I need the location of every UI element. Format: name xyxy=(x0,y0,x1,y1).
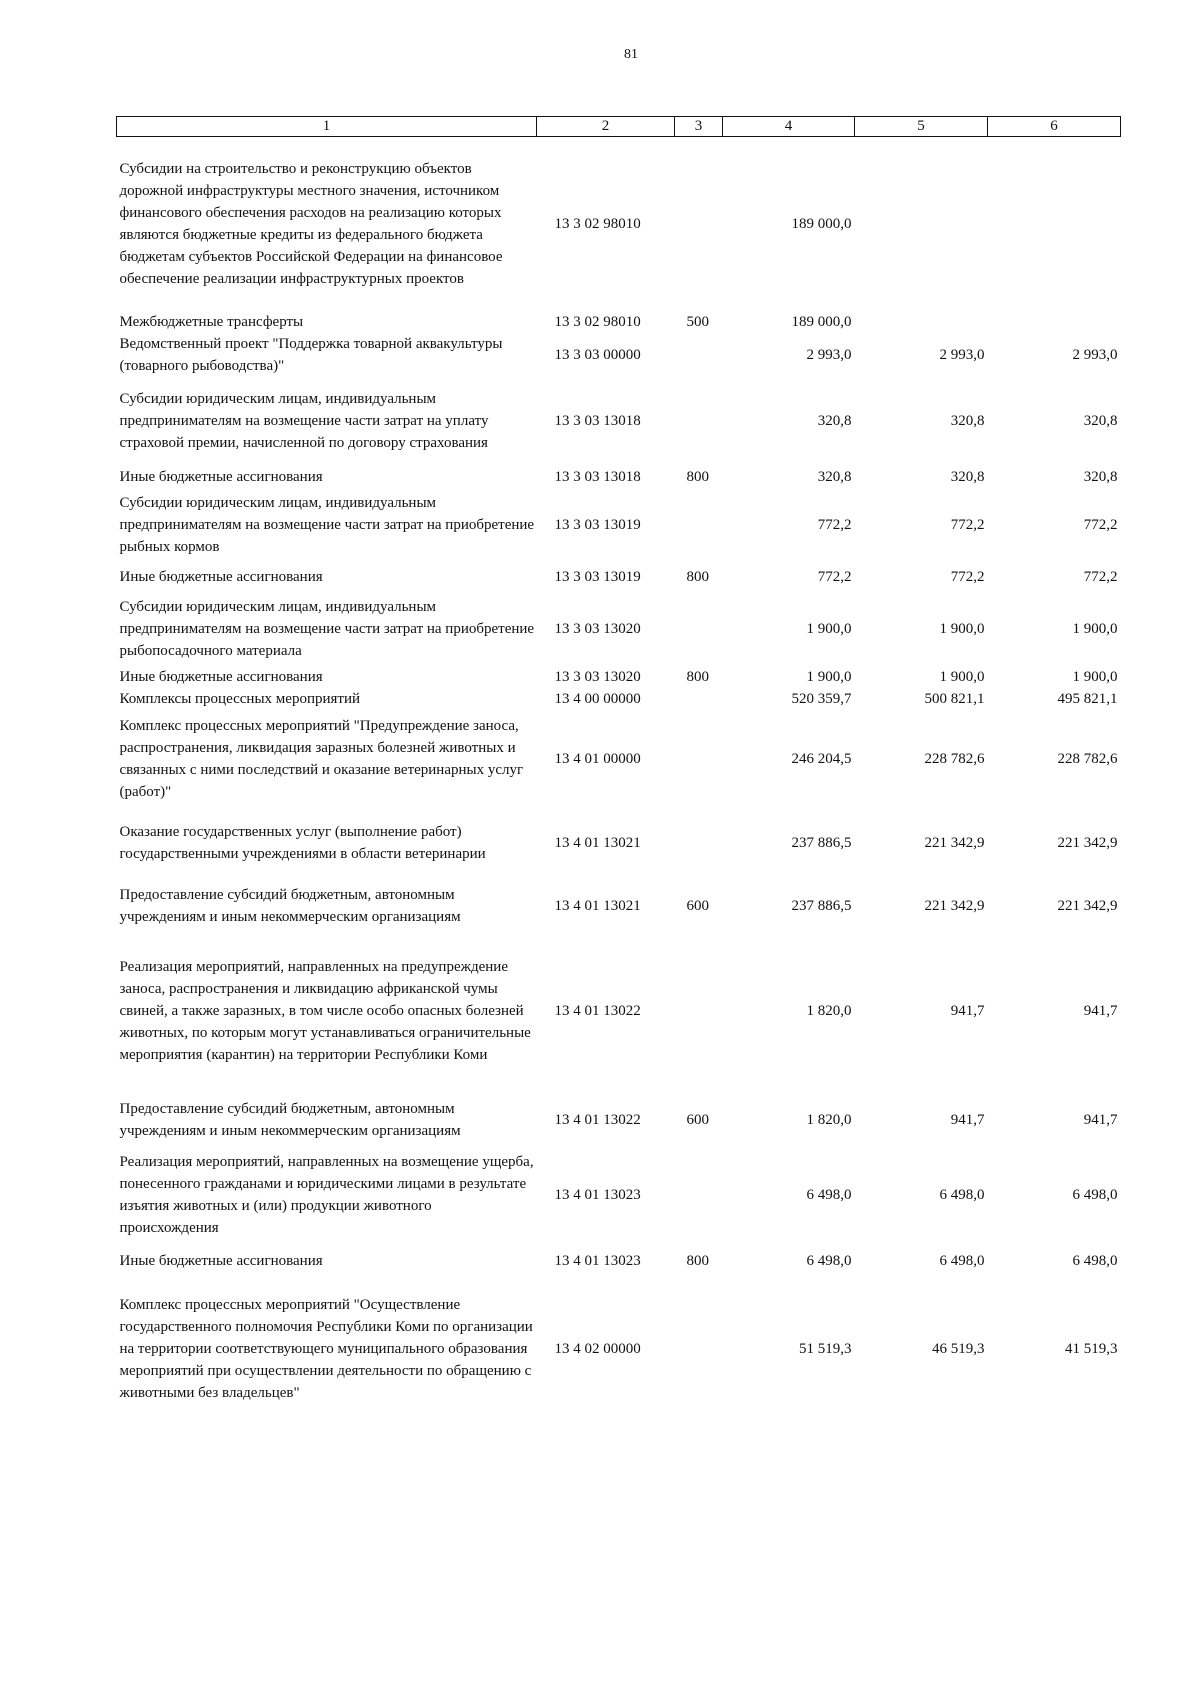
row-type-cell xyxy=(675,333,723,377)
row-name-cell: Комплекс процессных мероприятий "Осуществление государственного полномочия Республики Коми по организации на территории соответствующего муниципального образования мероприятий при осуществлении деятельности по обращению с животными без владельцев" xyxy=(119,1296,533,1401)
row-value-col4-cell: 189 000,0 xyxy=(791,313,852,330)
row-name-cell: Реализация мероприятий, направленных на предупреждение заноса, распространения и ликвидацию африканской чумы свиней, а также заразных, в том числе особо опасных болезней животных, по которым могут устанавливаться ограничительные мероприятия (карантин) на территории Республики Коми xyxy=(119,959,531,1063)
row-code-cell: 13 3 02 98010 xyxy=(554,215,641,232)
row-value-col4-cell: 772,2 xyxy=(817,568,852,585)
row-name-cell: Иные бюджетные ассигнования xyxy=(119,568,323,585)
row-code-cell: 13 4 01 13023 xyxy=(554,1186,641,1203)
row-type-cell xyxy=(675,808,723,878)
table-row xyxy=(117,333,1121,377)
row-value-col6-cell: 772,2 xyxy=(1083,568,1118,585)
row-name-cell: Иные бюджетные ассигнования xyxy=(119,1252,323,1269)
row-value-col5-cell: 941,7 xyxy=(950,1111,985,1128)
row-code-cell: 13 4 01 13023 xyxy=(554,1252,641,1269)
row-value-col6-cell: 6 498,0 xyxy=(1072,1186,1118,1203)
column-header-1: 1 xyxy=(117,117,537,137)
row-name-cell: Предоставление субсидий бюджетным, автономным учреждениям и иным некоммерческим организациям xyxy=(119,1100,461,1139)
row-code-cell: 13 4 00 00000 xyxy=(554,690,641,707)
table-row xyxy=(117,1283,1121,1415)
row-name-cell: Субсидии юридическим лицам, индивидуальным предпринимателям на возмещение части затрат на приобретение рыбных кормов xyxy=(119,494,535,555)
row-code-cell: 13 3 03 00000 xyxy=(554,346,641,363)
table-row xyxy=(117,688,1121,710)
row-value-col4-cell: 6 498,0 xyxy=(806,1252,852,1269)
row-value-col6-cell: 320,8 xyxy=(1083,468,1118,485)
row-value-col4-cell: 51 519,3 xyxy=(799,1340,852,1357)
row-value-col6-cell: 941,7 xyxy=(1083,1003,1118,1019)
row-type-cell xyxy=(675,710,723,808)
row-value-col5-cell: 500 821,1 xyxy=(924,690,985,707)
row-value-col4-cell: 1 900,0 xyxy=(806,620,852,637)
row-value-col5-cell: 941,7 xyxy=(950,1003,985,1019)
column-header-2: 2 xyxy=(537,117,675,137)
row-code-cell: 13 4 01 13021 xyxy=(554,834,641,851)
row-type-cell: 800 xyxy=(686,568,709,585)
table-row xyxy=(117,137,1121,311)
row-value-col6-cell: 320,8 xyxy=(1083,413,1118,429)
row-value-col6-cell: 772,2 xyxy=(1083,516,1118,533)
row-value-col6-cell: 2 993,0 xyxy=(1072,346,1118,363)
table-row xyxy=(117,562,1121,592)
row-name-cell: Ведомственный проект "Поддержка товарной аквакультуры (товарного рыбоводства)" xyxy=(119,335,503,374)
row-type-cell: 600 xyxy=(686,897,709,914)
table-row xyxy=(117,1151,1121,1239)
row-type-cell xyxy=(675,934,723,1089)
row-value-col5-cell xyxy=(855,311,988,333)
table-row xyxy=(117,466,1121,488)
row-value-col5-cell: 772,2 xyxy=(950,568,985,585)
row-type-cell xyxy=(675,377,723,466)
row-code-cell: 13 4 01 13022 xyxy=(554,1003,641,1019)
row-value-col4-cell: 237 886,5 xyxy=(791,897,852,914)
table-row xyxy=(117,666,1121,688)
row-type-cell: 500 xyxy=(686,313,709,330)
row-name-cell: Реализация мероприятий, направленных на возмещение ущерба, понесенного гражданами и юридическими лицами в результате изъятия животных и (или) продукции животного происхождения xyxy=(119,1153,534,1236)
row-value-col6-cell xyxy=(988,137,1121,311)
row-value-col4-cell: 1 820,0 xyxy=(806,1003,852,1019)
row-code-cell: 13 3 03 13020 xyxy=(554,668,641,685)
row-value-col6-cell: 1 900,0 xyxy=(1072,620,1118,637)
row-value-col5-cell: 2 993,0 xyxy=(939,346,985,363)
row-name-cell: Межбюджетные трансферты xyxy=(119,313,304,330)
row-value-col5-cell: 228 782,6 xyxy=(924,750,985,767)
row-value-col5-cell: 46 519,3 xyxy=(932,1340,985,1357)
row-type-cell xyxy=(675,137,723,311)
table-row xyxy=(117,592,1121,666)
row-value-col5-cell: 221 342,9 xyxy=(924,834,985,851)
row-code-cell: 13 3 03 13019 xyxy=(554,568,641,585)
table-row xyxy=(117,377,1121,466)
table-row xyxy=(117,1089,1121,1151)
row-code-cell: 13 4 01 00000 xyxy=(554,750,641,767)
row-name-cell: Субсидии на строительство и реконструкцию объектов дорожной инфраструктуры местного значения, источником финансового обеспечения расходов на реализацию которых являются бюджетные кредиты из федерального бюджета бюджетам субъектов Российской Федерации на финансовое обеспечение реализации инфраструктурных проектов xyxy=(119,160,503,287)
row-value-col4-cell: 246 204,5 xyxy=(791,750,852,767)
table-row xyxy=(117,710,1121,808)
row-value-col6-cell: 228 782,6 xyxy=(1057,750,1118,767)
row-code-cell: 13 3 03 13020 xyxy=(554,620,641,637)
row-name-cell: Иные бюджетные ассигнования xyxy=(119,468,323,485)
row-value-col4-cell: 1 820,0 xyxy=(806,1111,852,1128)
row-type-cell xyxy=(675,1151,723,1239)
row-code-cell: 13 3 03 13019 xyxy=(554,516,641,533)
row-value-col4-cell: 237 886,5 xyxy=(791,834,852,851)
row-type-cell: 800 xyxy=(686,468,709,485)
row-value-col6-cell xyxy=(988,311,1121,333)
row-value-col6-cell: 6 498,0 xyxy=(1072,1252,1118,1269)
column-header-5: 5 xyxy=(855,117,988,137)
row-value-col5-cell: 221 342,9 xyxy=(924,897,985,914)
header-row xyxy=(117,117,1121,137)
row-type-cell xyxy=(675,1283,723,1415)
row-value-col6-cell: 221 342,9 xyxy=(1057,897,1118,914)
budget-table xyxy=(116,116,1121,1415)
row-value-col4-cell: 6 498,0 xyxy=(806,1186,852,1203)
row-value-col4-cell: 520 359,7 xyxy=(791,690,852,707)
row-value-col6-cell: 495 821,1 xyxy=(1057,690,1118,707)
table-row xyxy=(117,488,1121,562)
row-name-cell: Комплексы процессных мероприятий xyxy=(119,690,361,707)
table-header xyxy=(117,117,1121,137)
row-value-col5-cell: 772,2 xyxy=(950,516,985,533)
row-value-col4-cell: 2 993,0 xyxy=(806,346,852,363)
table-row xyxy=(117,808,1121,878)
row-type-cell xyxy=(675,688,723,710)
row-code-cell: 13 3 02 98010 xyxy=(554,313,641,330)
row-type-cell xyxy=(675,592,723,666)
row-type-cell: 800 xyxy=(686,1252,709,1269)
row-name-cell: Субсидии юридическим лицам, индивидуальным предпринимателям на возмещение части затрат на уплату страховой премии, начисленной по договору страхования xyxy=(119,391,489,451)
row-code-cell: 13 4 01 13021 xyxy=(554,897,641,914)
row-value-col5-cell: 6 498,0 xyxy=(939,1252,985,1269)
row-value-col5-cell: 6 498,0 xyxy=(939,1186,985,1203)
row-value-col4-cell: 772,2 xyxy=(817,516,852,533)
row-code-cell: 13 3 03 13018 xyxy=(554,468,641,485)
row-value-col4-cell: 320,8 xyxy=(817,413,852,429)
column-header-4: 4 xyxy=(723,117,855,137)
row-value-col5-cell: 320,8 xyxy=(950,413,985,429)
page-number: 81 xyxy=(624,47,638,62)
row-type-cell xyxy=(675,488,723,562)
row-code-cell: 13 3 03 13018 xyxy=(554,413,641,429)
row-value-col4-cell: 1 900,0 xyxy=(806,668,852,685)
row-value-col6-cell: 1 900,0 xyxy=(1072,668,1118,685)
row-type-cell: 800 xyxy=(686,668,709,685)
row-name-cell: Комплекс процессных мероприятий "Предупреждение заноса, распространения, ликвидация заразных болезней животных и связанных с ними последствий и оказание ветеринарных услуг (работ)" xyxy=(119,717,524,800)
table-row xyxy=(117,878,1121,934)
row-name-cell: Оказание государственных услуг (выполнение работ) государственными учреждениями в области ветеринарии xyxy=(119,823,486,862)
row-code-cell: 13 4 02 00000 xyxy=(554,1340,641,1357)
row-value-col5-cell: 1 900,0 xyxy=(939,620,985,637)
column-header-6: 6 xyxy=(988,117,1121,137)
row-code-cell: 13 4 01 13022 xyxy=(554,1111,641,1128)
row-type-cell: 600 xyxy=(686,1111,709,1128)
table-row xyxy=(117,934,1121,1089)
row-value-col4-cell: 189 000,0 xyxy=(791,215,852,232)
row-name-cell: Иные бюджетные ассигнования xyxy=(119,668,323,685)
row-value-col5-cell: 1 900,0 xyxy=(939,668,985,685)
row-value-col5-cell xyxy=(855,137,988,311)
row-value-col6-cell: 41 519,3 xyxy=(1065,1340,1118,1357)
row-value-col6-cell: 221 342,9 xyxy=(1057,834,1118,851)
row-value-col6-cell: 941,7 xyxy=(1083,1111,1118,1128)
row-name-cell: Предоставление субсидий бюджетным, автономным учреждениям и иным некоммерческим организациям xyxy=(119,886,461,925)
row-name-cell: Субсидии юридическим лицам, индивидуальным предпринимателям на возмещение части затрат на приобретение рыбопосадочного материала xyxy=(119,598,535,659)
table-body xyxy=(117,137,1121,1415)
row-value-col5-cell: 320,8 xyxy=(950,468,985,485)
column-header-3: 3 xyxy=(675,117,723,137)
row-value-col4-cell: 320,8 xyxy=(817,468,852,485)
table-row xyxy=(117,1239,1121,1283)
table-row xyxy=(117,311,1121,333)
